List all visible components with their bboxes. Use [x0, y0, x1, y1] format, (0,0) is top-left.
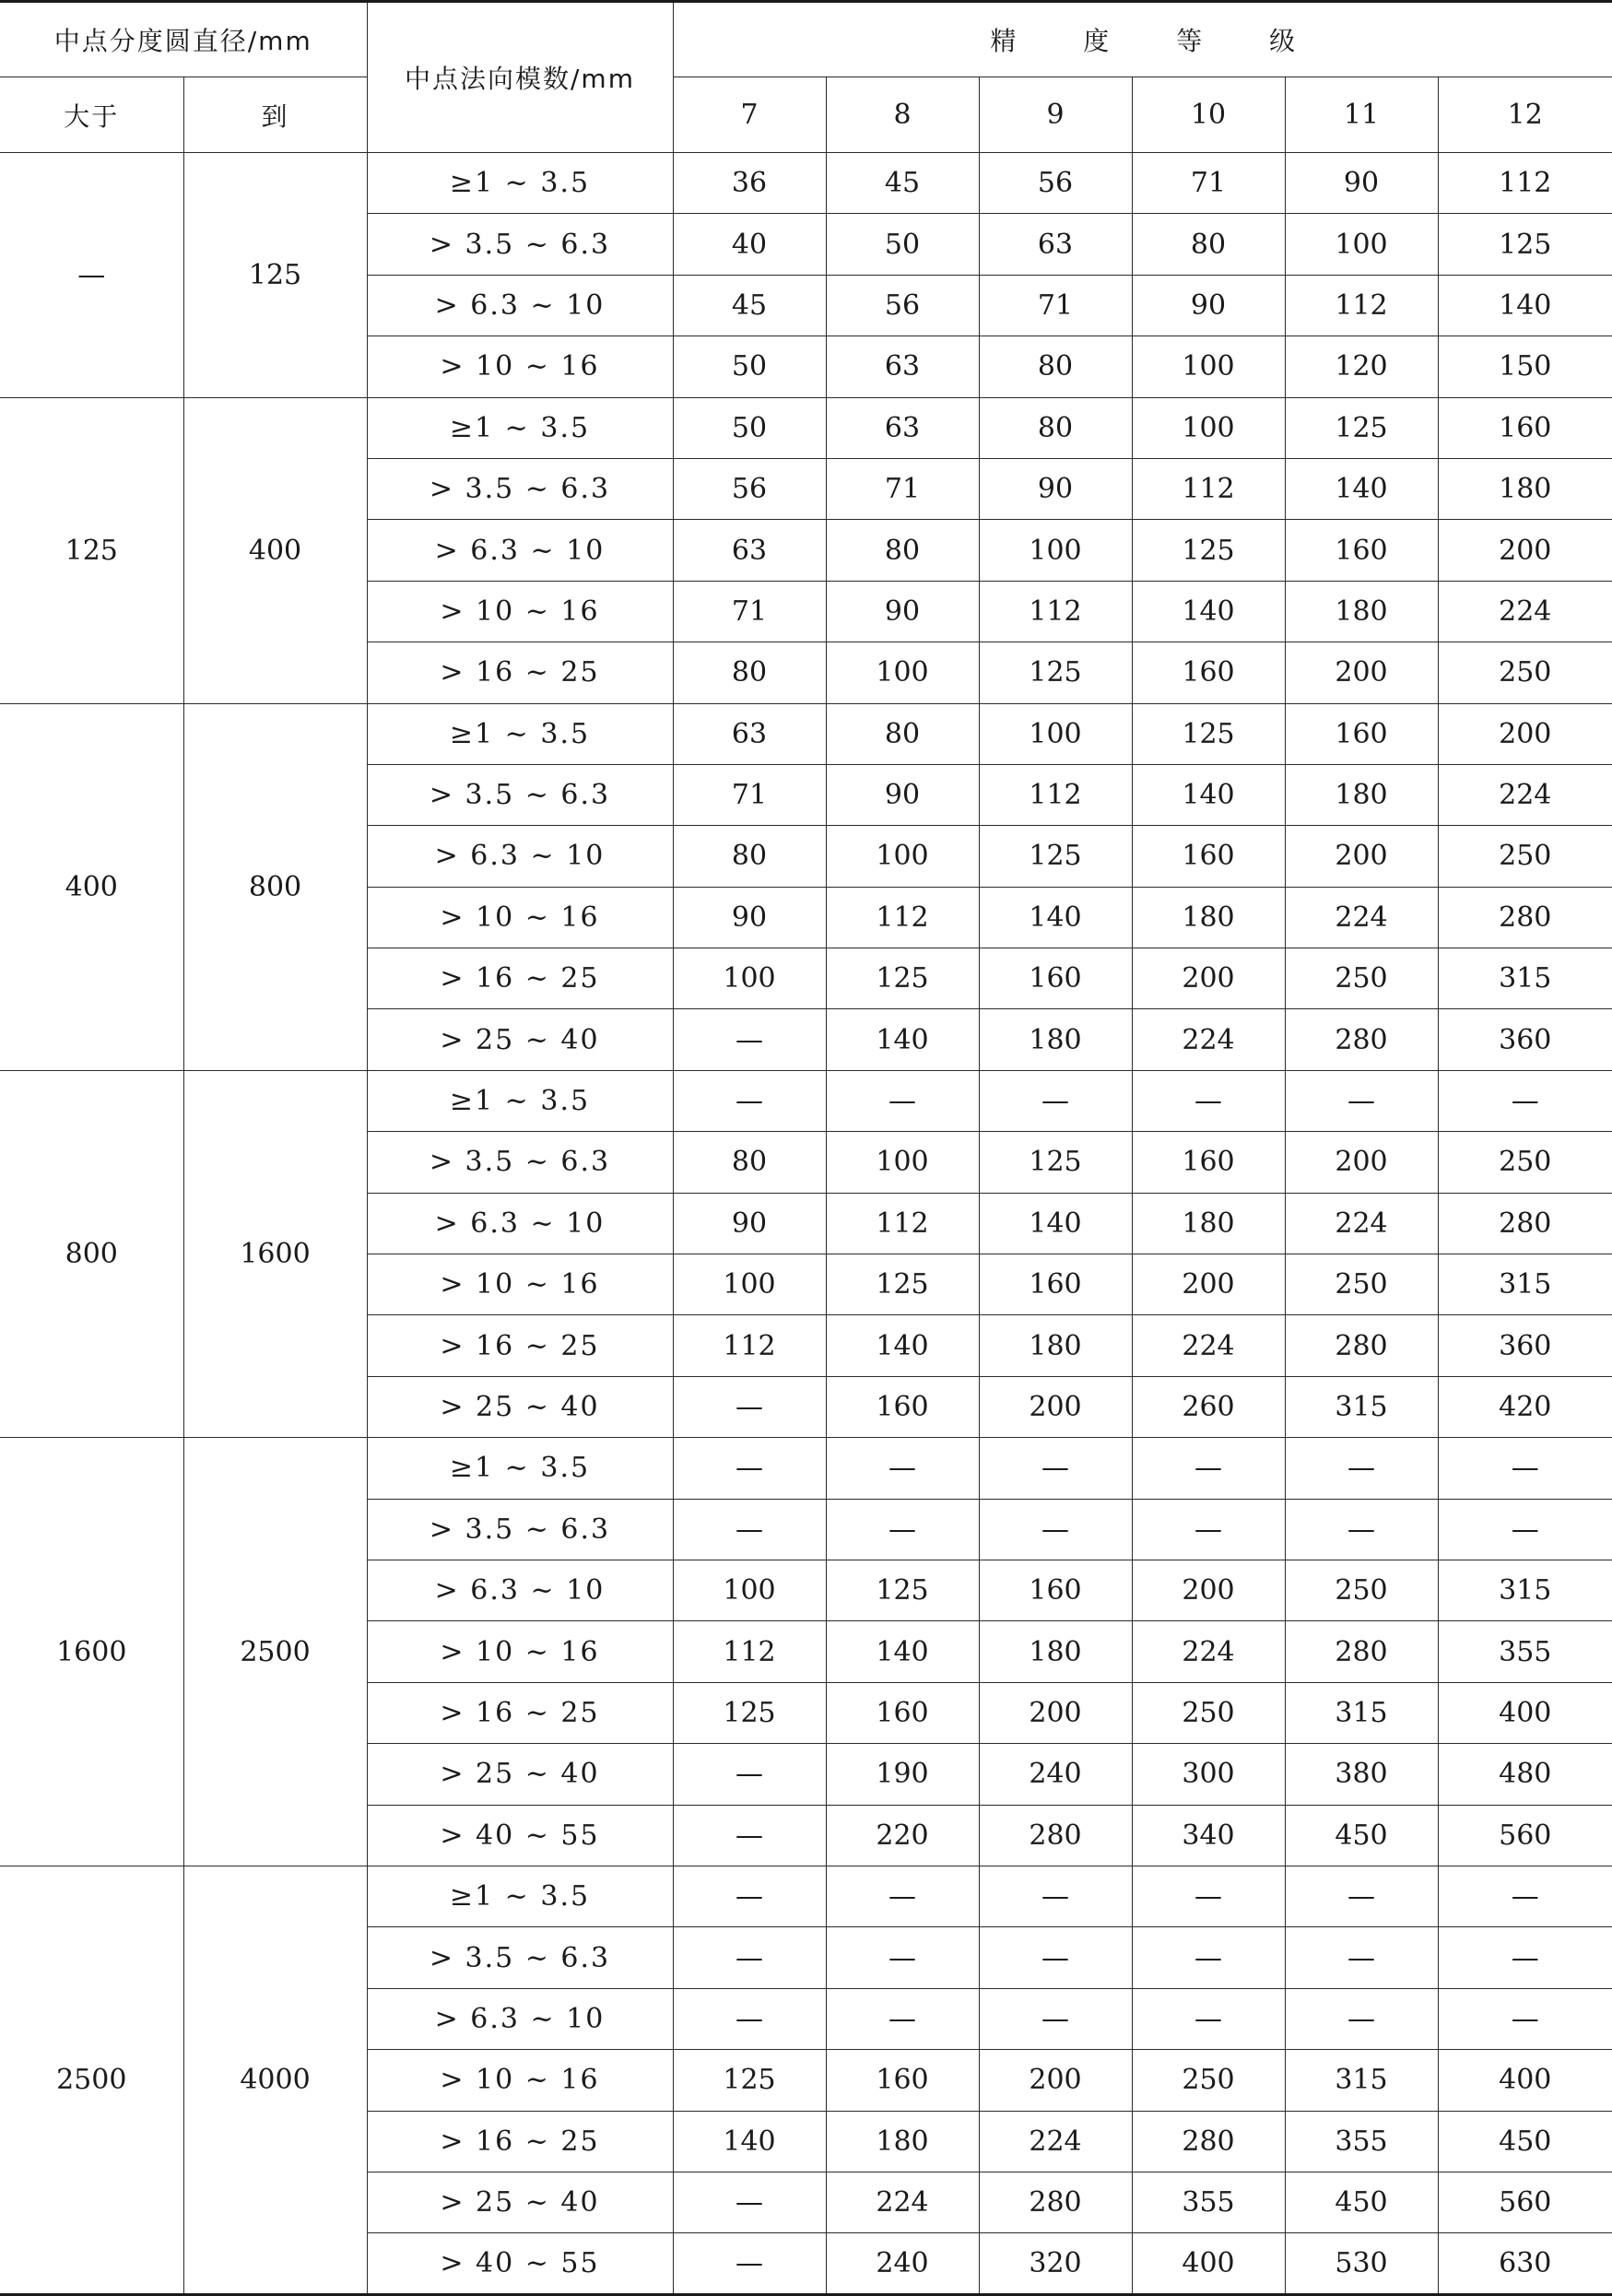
tolerance-value-cell: 420 [1438, 1376, 1612, 1437]
tolerance-value-cell: 140 [979, 1193, 1132, 1254]
tolerance-value-cell: 180 [1132, 1193, 1285, 1254]
modulus-header: 中点法向模数/mm [367, 2, 673, 153]
diameter-from-cell: — [0, 153, 183, 398]
modulus-range-cell: > 40 ~ 55 [367, 2233, 673, 2294]
tolerance-value-cell: 630 [1438, 2233, 1612, 2294]
tolerance-value-cell: 45 [826, 153, 979, 214]
tolerance-value-cell: 140 [826, 1009, 979, 1070]
tolerance-value-cell: 112 [979, 764, 1132, 825]
modulus-range-cell: > 16 ~ 25 [367, 948, 673, 1009]
tolerance-value-cell: 320 [979, 2233, 1132, 2294]
tolerance-value-cell: 160 [1285, 520, 1438, 581]
tolerance-value-cell: 315 [1285, 1376, 1438, 1437]
modulus-range-cell: > 3.5 ~ 6.3 [367, 764, 673, 825]
tolerance-value-cell: 280 [1285, 1621, 1438, 1682]
tolerance-value-cell: — [979, 1988, 1132, 2049]
tolerance-value-cell: 160 [979, 1560, 1132, 1620]
tolerance-value-cell: 200 [979, 1376, 1132, 1437]
tolerance-value-cell: 80 [673, 1132, 826, 1193]
tolerance-value-cell: 112 [673, 1621, 826, 1682]
table-row [0, 153, 1612, 214]
grade-8-header: 8 [826, 77, 979, 153]
tolerance-value-cell: — [826, 1438, 979, 1499]
tolerance-value-cell: 140 [826, 1621, 979, 1682]
tolerance-value-cell: 450 [1285, 1805, 1438, 1866]
tolerance-value-cell: 50 [673, 336, 826, 397]
tolerance-value-cell: — [1132, 1070, 1285, 1131]
tolerance-value-cell: 200 [1438, 520, 1612, 581]
tolerance-value-cell: 250 [1285, 1560, 1438, 1620]
tolerance-value-cell: 80 [1132, 214, 1285, 275]
tolerance-value-cell: 71 [826, 458, 979, 519]
tolerance-value-cell: 300 [1132, 1744, 1285, 1805]
diameter-to-cell: 1600 [183, 1070, 367, 1437]
modulus-range-cell: > 10 ~ 16 [367, 887, 673, 948]
tolerance-value-cell: — [673, 1499, 826, 1560]
modulus-range-cell: ≥1 ~ 3.5 [367, 1438, 673, 1499]
tolerance-value-cell: — [1132, 1438, 1285, 1499]
tolerance-value-cell: 112 [979, 581, 1132, 642]
tolerance-value-cell: 90 [979, 458, 1132, 519]
tolerance-value-cell: — [1285, 1499, 1438, 1560]
tolerance-value-cell: 71 [1132, 153, 1285, 214]
tolerance-value-cell: 125 [979, 826, 1132, 887]
grade-7-header: 7 [673, 77, 826, 153]
tolerance-value-cell: 160 [1438, 397, 1612, 458]
tolerance-value-cell: — [1285, 1070, 1438, 1131]
tolerance-value-cell: — [673, 2172, 826, 2232]
diameter-to-cell: 125 [183, 153, 367, 398]
modulus-range-cell: > 25 ~ 40 [367, 2172, 673, 2232]
tolerance-value-cell: 36 [673, 153, 826, 214]
tolerance-value-cell: 100 [979, 520, 1132, 581]
tolerance-value-cell: 355 [1132, 2172, 1285, 2232]
tolerance-value-cell: 100 [1132, 397, 1285, 458]
modulus-range-cell: > 16 ~ 25 [367, 642, 673, 703]
tolerance-value-cell: 100 [1285, 214, 1438, 275]
tolerance-value-cell: 180 [1285, 581, 1438, 642]
tolerance-value-cell: — [826, 1866, 979, 1926]
grade-header-char: 等 [1176, 26, 1203, 56]
tolerance-value-cell: — [826, 1927, 979, 1988]
tolerance-value-cell: 112 [826, 887, 979, 948]
tolerance-value-cell: — [1438, 1927, 1612, 1988]
modulus-range-cell: > 6.3 ~ 10 [367, 275, 673, 336]
modulus-range-cell: > 6.3 ~ 10 [367, 1560, 673, 1620]
tolerance-value-cell: 224 [979, 2111, 1132, 2172]
grade-9-header: 9 [979, 77, 1132, 153]
tolerance-value-cell: 530 [1285, 2233, 1438, 2294]
tolerance-value-cell: 180 [1132, 887, 1285, 948]
tolerance-value-cell: 71 [673, 764, 826, 825]
tolerance-value-cell: 112 [1285, 275, 1438, 336]
tolerance-value-cell: 340 [1132, 1805, 1285, 1866]
tolerance-value-cell: 100 [826, 826, 979, 887]
tolerance-value-cell: 224 [1285, 887, 1438, 948]
tolerance-value-cell: 100 [673, 1254, 826, 1315]
tolerance-value-cell: 63 [826, 397, 979, 458]
tolerance-value-cell: 45 [673, 275, 826, 336]
grade-10-header: 10 [1132, 77, 1285, 153]
tolerance-value-cell: 100 [826, 642, 979, 703]
tolerance-value-cell: 40 [673, 214, 826, 275]
tolerance-value-cell: 112 [826, 1193, 979, 1254]
modulus-range-cell: > 10 ~ 16 [367, 2050, 673, 2111]
modulus-range-cell: ≥1 ~ 3.5 [367, 703, 673, 764]
tolerance-value-cell: 125 [673, 1682, 826, 1743]
upto-header: 到 [183, 77, 367, 153]
tolerance-value-cell: 260 [1132, 1376, 1285, 1437]
tolerance-value-cell: 100 [979, 703, 1132, 764]
tolerance-value-cell: 125 [979, 642, 1132, 703]
tolerance-value-cell: 160 [979, 948, 1132, 1009]
tolerance-value-cell: 315 [1438, 1560, 1612, 1620]
above-header: 大于 [0, 77, 183, 153]
tolerance-value-cell: 200 [1132, 1560, 1285, 1620]
tolerance-value-cell: 100 [673, 948, 826, 1009]
tolerance-value-cell: 80 [826, 520, 979, 581]
modulus-range-cell: > 40 ~ 55 [367, 1805, 673, 1866]
modulus-range-cell: > 3.5 ~ 6.3 [367, 1499, 673, 1560]
tolerance-value-cell: 125 [1285, 397, 1438, 458]
tolerance-value-cell: — [979, 1070, 1132, 1131]
modulus-range-cell: > 3.5 ~ 6.3 [367, 1927, 673, 1988]
tolerance-value-cell: 400 [1438, 1682, 1612, 1743]
tolerance-value-cell: 80 [979, 397, 1132, 458]
tolerance-value-cell: 90 [673, 887, 826, 948]
tolerance-value-cell: 200 [979, 2050, 1132, 2111]
diameter-from-cell: 125 [0, 397, 183, 703]
tolerance-value-cell: 90 [826, 764, 979, 825]
modulus-range-cell: > 6.3 ~ 10 [367, 1988, 673, 2049]
tolerance-value-cell: 140 [979, 887, 1132, 948]
tolerance-value-cell: 160 [1285, 703, 1438, 764]
tolerance-value-cell: 140 [826, 1315, 979, 1376]
tolerance-value-cell: 280 [979, 2172, 1132, 2232]
diameter-header: 中点分度圆直径/mm [0, 2, 367, 77]
tolerance-value-cell: — [673, 1438, 826, 1499]
tolerance-value-cell: 450 [1285, 2172, 1438, 2232]
modulus-range-cell: > 25 ~ 40 [367, 1009, 673, 1070]
table-row [0, 397, 1612, 458]
tolerance-value-cell: — [979, 1438, 1132, 1499]
modulus-range-cell: > 10 ~ 16 [367, 336, 673, 397]
modulus-range-cell: > 6.3 ~ 10 [367, 520, 673, 581]
tolerance-value-cell: 240 [979, 1744, 1132, 1805]
tolerance-value-cell: 280 [1285, 1009, 1438, 1070]
tolerance-value-cell: — [1132, 1499, 1285, 1560]
tolerance-value-cell: 125 [826, 948, 979, 1009]
tolerance-value-cell: 125 [979, 1132, 1132, 1193]
diameter-to-cell: 2500 [183, 1438, 367, 1866]
tolerance-value-cell: — [979, 1499, 1132, 1560]
tolerance-value-cell: 112 [1132, 458, 1285, 519]
tolerance-value-cell: 90 [1285, 153, 1438, 214]
diameter-to-cell: 4000 [183, 1866, 367, 2294]
tolerance-value-cell: 400 [1132, 2233, 1285, 2294]
table-row [0, 1070, 1612, 1131]
tolerance-value-cell: 63 [673, 703, 826, 764]
table-row [0, 1866, 1612, 1926]
tolerance-value-cell: — [673, 1988, 826, 2049]
grade-header-char: 度 [1083, 26, 1110, 56]
modulus-range-cell: ≥1 ~ 3.5 [367, 1866, 673, 1926]
tolerance-value-cell: 180 [1438, 458, 1612, 519]
tolerance-value-cell: 100 [826, 1132, 979, 1193]
tolerance-value-cell: 224 [1132, 1315, 1285, 1376]
tolerance-value-cell: 90 [673, 1193, 826, 1254]
tolerance-value-cell: 280 [1285, 1315, 1438, 1376]
tolerance-value-cell: 140 [673, 2111, 826, 2172]
tolerance-value-cell: 355 [1285, 2111, 1438, 2172]
tolerance-value-cell: 224 [1132, 1621, 1285, 1682]
tolerance-value-cell: 80 [979, 336, 1132, 397]
tolerance-value-cell: 200 [979, 1682, 1132, 1743]
grade-12-header: 12 [1438, 77, 1612, 153]
tolerance-value-cell: 250 [1438, 1132, 1612, 1193]
tolerance-value-cell: — [1285, 1988, 1438, 2049]
tolerance-value-cell: 125 [1132, 520, 1285, 581]
tolerance-value-cell: — [673, 1927, 826, 1988]
tolerance-value-cell: 160 [1132, 642, 1285, 703]
tolerance-value-cell: 100 [1132, 336, 1285, 397]
modulus-range-cell: > 10 ~ 16 [367, 581, 673, 642]
modulus-range-cell: > 16 ~ 25 [367, 2111, 673, 2172]
tolerance-value-cell: 160 [1132, 1132, 1285, 1193]
tolerance-value-cell: 150 [1438, 336, 1612, 397]
tolerance-value-cell: 200 [1438, 703, 1612, 764]
tolerance-value-cell: 120 [1285, 336, 1438, 397]
tolerance-value-cell: 140 [1285, 458, 1438, 519]
tolerance-value-cell: — [673, 1009, 826, 1070]
tolerance-value-cell: 250 [1285, 948, 1438, 1009]
tolerance-value-cell: 200 [1285, 642, 1438, 703]
tolerance-value-cell: — [826, 1070, 979, 1131]
tolerance-value-cell: 315 [1285, 2050, 1438, 2111]
tolerance-value-cell: 360 [1438, 1009, 1612, 1070]
modulus-range-cell: > 25 ~ 40 [367, 1376, 673, 1437]
tolerance-value-cell: 190 [826, 1744, 979, 1805]
tolerance-value-cell: 240 [826, 2233, 979, 2294]
tolerance-value-cell: 315 [1285, 1682, 1438, 1743]
modulus-range-cell: ≥1 ~ 3.5 [367, 1070, 673, 1131]
tolerance-value-cell: — [673, 1070, 826, 1131]
tolerance-value-cell: 63 [673, 520, 826, 581]
tolerance-value-cell: 180 [979, 1009, 1132, 1070]
tolerance-value-cell: — [1438, 1499, 1612, 1560]
tolerance-value-cell: 160 [1132, 826, 1285, 887]
modulus-range-cell: > 16 ~ 25 [367, 1315, 673, 1376]
tolerance-value-cell: 200 [1132, 1254, 1285, 1315]
tolerance-value-cell: 360 [1438, 1315, 1612, 1376]
tolerance-value-cell: 250 [1285, 1254, 1438, 1315]
table-row [0, 1438, 1612, 1499]
tolerance-value-cell: 56 [826, 275, 979, 336]
modulus-range-cell: > 3.5 ~ 6.3 [367, 1132, 673, 1193]
tolerance-value-cell: 50 [826, 214, 979, 275]
tolerance-value-cell: 125 [673, 2050, 826, 2111]
tolerance-value-cell: 160 [826, 1376, 979, 1437]
table-row [0, 703, 1612, 764]
tolerance-value-cell: 355 [1438, 1621, 1612, 1682]
tolerance-value-cell: 140 [1132, 581, 1285, 642]
tolerance-value-cell: 280 [1132, 2111, 1285, 2172]
tolerance-value-cell: 280 [979, 1805, 1132, 1866]
tolerance-value-cell: 200 [1132, 948, 1285, 1009]
tolerance-value-cell: 63 [826, 336, 979, 397]
tolerance-value-cell: 315 [1438, 948, 1612, 1009]
tolerance-value-cell: — [1132, 1988, 1285, 2049]
tolerance-value-cell: — [673, 1744, 826, 1805]
table-header [0, 2, 1612, 153]
tolerance-value-cell: 380 [1285, 1744, 1438, 1805]
tolerance-value-cell: 100 [673, 1560, 826, 1620]
tolerance-value-cell: 56 [673, 458, 826, 519]
tolerance-value-cell: 200 [1285, 826, 1438, 887]
grade-header-char: 精 [990, 26, 1017, 56]
tolerance-value-cell: 80 [673, 642, 826, 703]
modulus-range-cell: > 3.5 ~ 6.3 [367, 458, 673, 519]
modulus-range-cell: > 10 ~ 16 [367, 1254, 673, 1315]
tolerance-value-cell: — [1132, 1927, 1285, 1988]
tolerance-value-cell: 224 [1438, 581, 1612, 642]
grade-11-header: 11 [1285, 77, 1438, 153]
tolerance-value-cell: 140 [1132, 764, 1285, 825]
tolerance-value-cell: 56 [979, 153, 1132, 214]
tolerance-value-cell: 125 [826, 1254, 979, 1315]
tolerance-value-cell: 80 [826, 703, 979, 764]
modulus-range-cell: ≥1 ~ 3.5 [367, 397, 673, 458]
tolerance-value-cell: — [1285, 1927, 1438, 1988]
tolerance-value-cell: 63 [979, 214, 1132, 275]
tolerance-value-cell: 125 [1132, 703, 1285, 764]
diameter-to-cell: 800 [183, 703, 367, 1070]
tolerance-value-cell: 224 [1285, 1193, 1438, 1254]
tolerance-value-cell: 125 [826, 1560, 979, 1620]
tolerance-value-cell: — [1438, 1866, 1612, 1926]
diameter-from-cell: 400 [0, 703, 183, 1070]
tolerance-value-cell: 180 [979, 1315, 1132, 1376]
tolerance-value-cell: 140 [1438, 275, 1612, 336]
tolerance-value-cell: 480 [1438, 1744, 1612, 1805]
tolerance-value-cell: — [1438, 1070, 1612, 1131]
tolerance-value-cell: 180 [1285, 764, 1438, 825]
diameter-from-cell: 800 [0, 1070, 183, 1437]
diameter-from-cell: 2500 [0, 1866, 183, 2294]
modulus-range-cell: > 3.5 ~ 6.3 [367, 214, 673, 275]
tolerance-value-cell: 400 [1438, 2050, 1612, 2111]
tolerance-value-cell: — [826, 1499, 979, 1560]
grade-header-char: 级 [1269, 26, 1296, 56]
tolerance-value-cell: 315 [1438, 1254, 1612, 1315]
table-body [0, 153, 1612, 2295]
tolerance-value-cell: 250 [1132, 1682, 1285, 1743]
tolerance-value-cell: 200 [1285, 1132, 1438, 1193]
tolerance-value-cell: 450 [1438, 2111, 1612, 2172]
tolerance-value-cell: 80 [673, 826, 826, 887]
tolerance-value-cell: 160 [826, 1682, 979, 1743]
tolerance-value-cell: 560 [1438, 2172, 1612, 2232]
tolerance-value-cell: — [673, 1805, 826, 1866]
tolerance-value-cell: — [673, 2233, 826, 2294]
tolerance-value-cell: 71 [979, 275, 1132, 336]
modulus-range-cell: > 6.3 ~ 10 [367, 1193, 673, 1254]
tolerance-value-cell: 224 [1132, 1009, 1285, 1070]
tolerance-value-cell: 250 [1132, 2050, 1285, 2111]
tolerance-value-cell: 90 [826, 581, 979, 642]
modulus-range-cell: > 10 ~ 16 [367, 1621, 673, 1682]
tolerance-value-cell: 160 [979, 1254, 1132, 1315]
tolerance-value-cell: — [673, 1866, 826, 1926]
diameter-to-cell: 400 [183, 397, 367, 703]
modulus-range-cell: > 6.3 ~ 10 [367, 826, 673, 887]
grade-header [673, 2, 1612, 77]
tolerance-value-cell: 90 [1132, 275, 1285, 336]
tolerance-value-cell: 250 [1438, 826, 1612, 887]
tolerance-value-cell: 71 [673, 581, 826, 642]
tolerance-value-cell: 180 [826, 2111, 979, 2172]
tolerance-value-cell: 250 [1438, 642, 1612, 703]
tolerance-value-cell: — [673, 1376, 826, 1437]
tolerance-value-cell: — [1438, 1988, 1612, 2049]
tolerance-value-cell: — [1438, 1438, 1612, 1499]
tolerance-value-cell: — [826, 1988, 979, 2049]
tolerance-value-cell: 224 [826, 2172, 979, 2232]
tolerance-value-cell: 180 [979, 1621, 1132, 1682]
diameter-from-cell: 1600 [0, 1438, 183, 1866]
tolerance-value-cell: 160 [826, 2050, 979, 2111]
tolerance-value-cell: 125 [1438, 214, 1612, 275]
tolerance-value-cell: — [1285, 1866, 1438, 1926]
tolerance-value-cell: — [1285, 1438, 1438, 1499]
tolerance-value-cell: 50 [673, 397, 826, 458]
tolerance-value-cell: 280 [1438, 1193, 1612, 1254]
tolerance-value-cell: 112 [673, 1315, 826, 1376]
tolerance-value-cell: — [979, 1866, 1132, 1926]
tolerance-value-cell: 220 [826, 1805, 979, 1866]
tolerance-value-cell: 280 [1438, 887, 1612, 948]
tolerance-value-cell: 560 [1438, 1805, 1612, 1866]
tolerance-value-cell: 112 [1438, 153, 1612, 214]
tolerance-value-cell: 224 [1438, 764, 1612, 825]
modulus-range-cell: > 16 ~ 25 [367, 1682, 673, 1743]
modulus-range-cell: ≥1 ~ 3.5 [367, 153, 673, 214]
tolerance-value-cell: — [1132, 1866, 1285, 1926]
modulus-range-cell: > 25 ~ 40 [367, 1744, 673, 1805]
tolerance-value-cell: — [979, 1927, 1132, 1988]
